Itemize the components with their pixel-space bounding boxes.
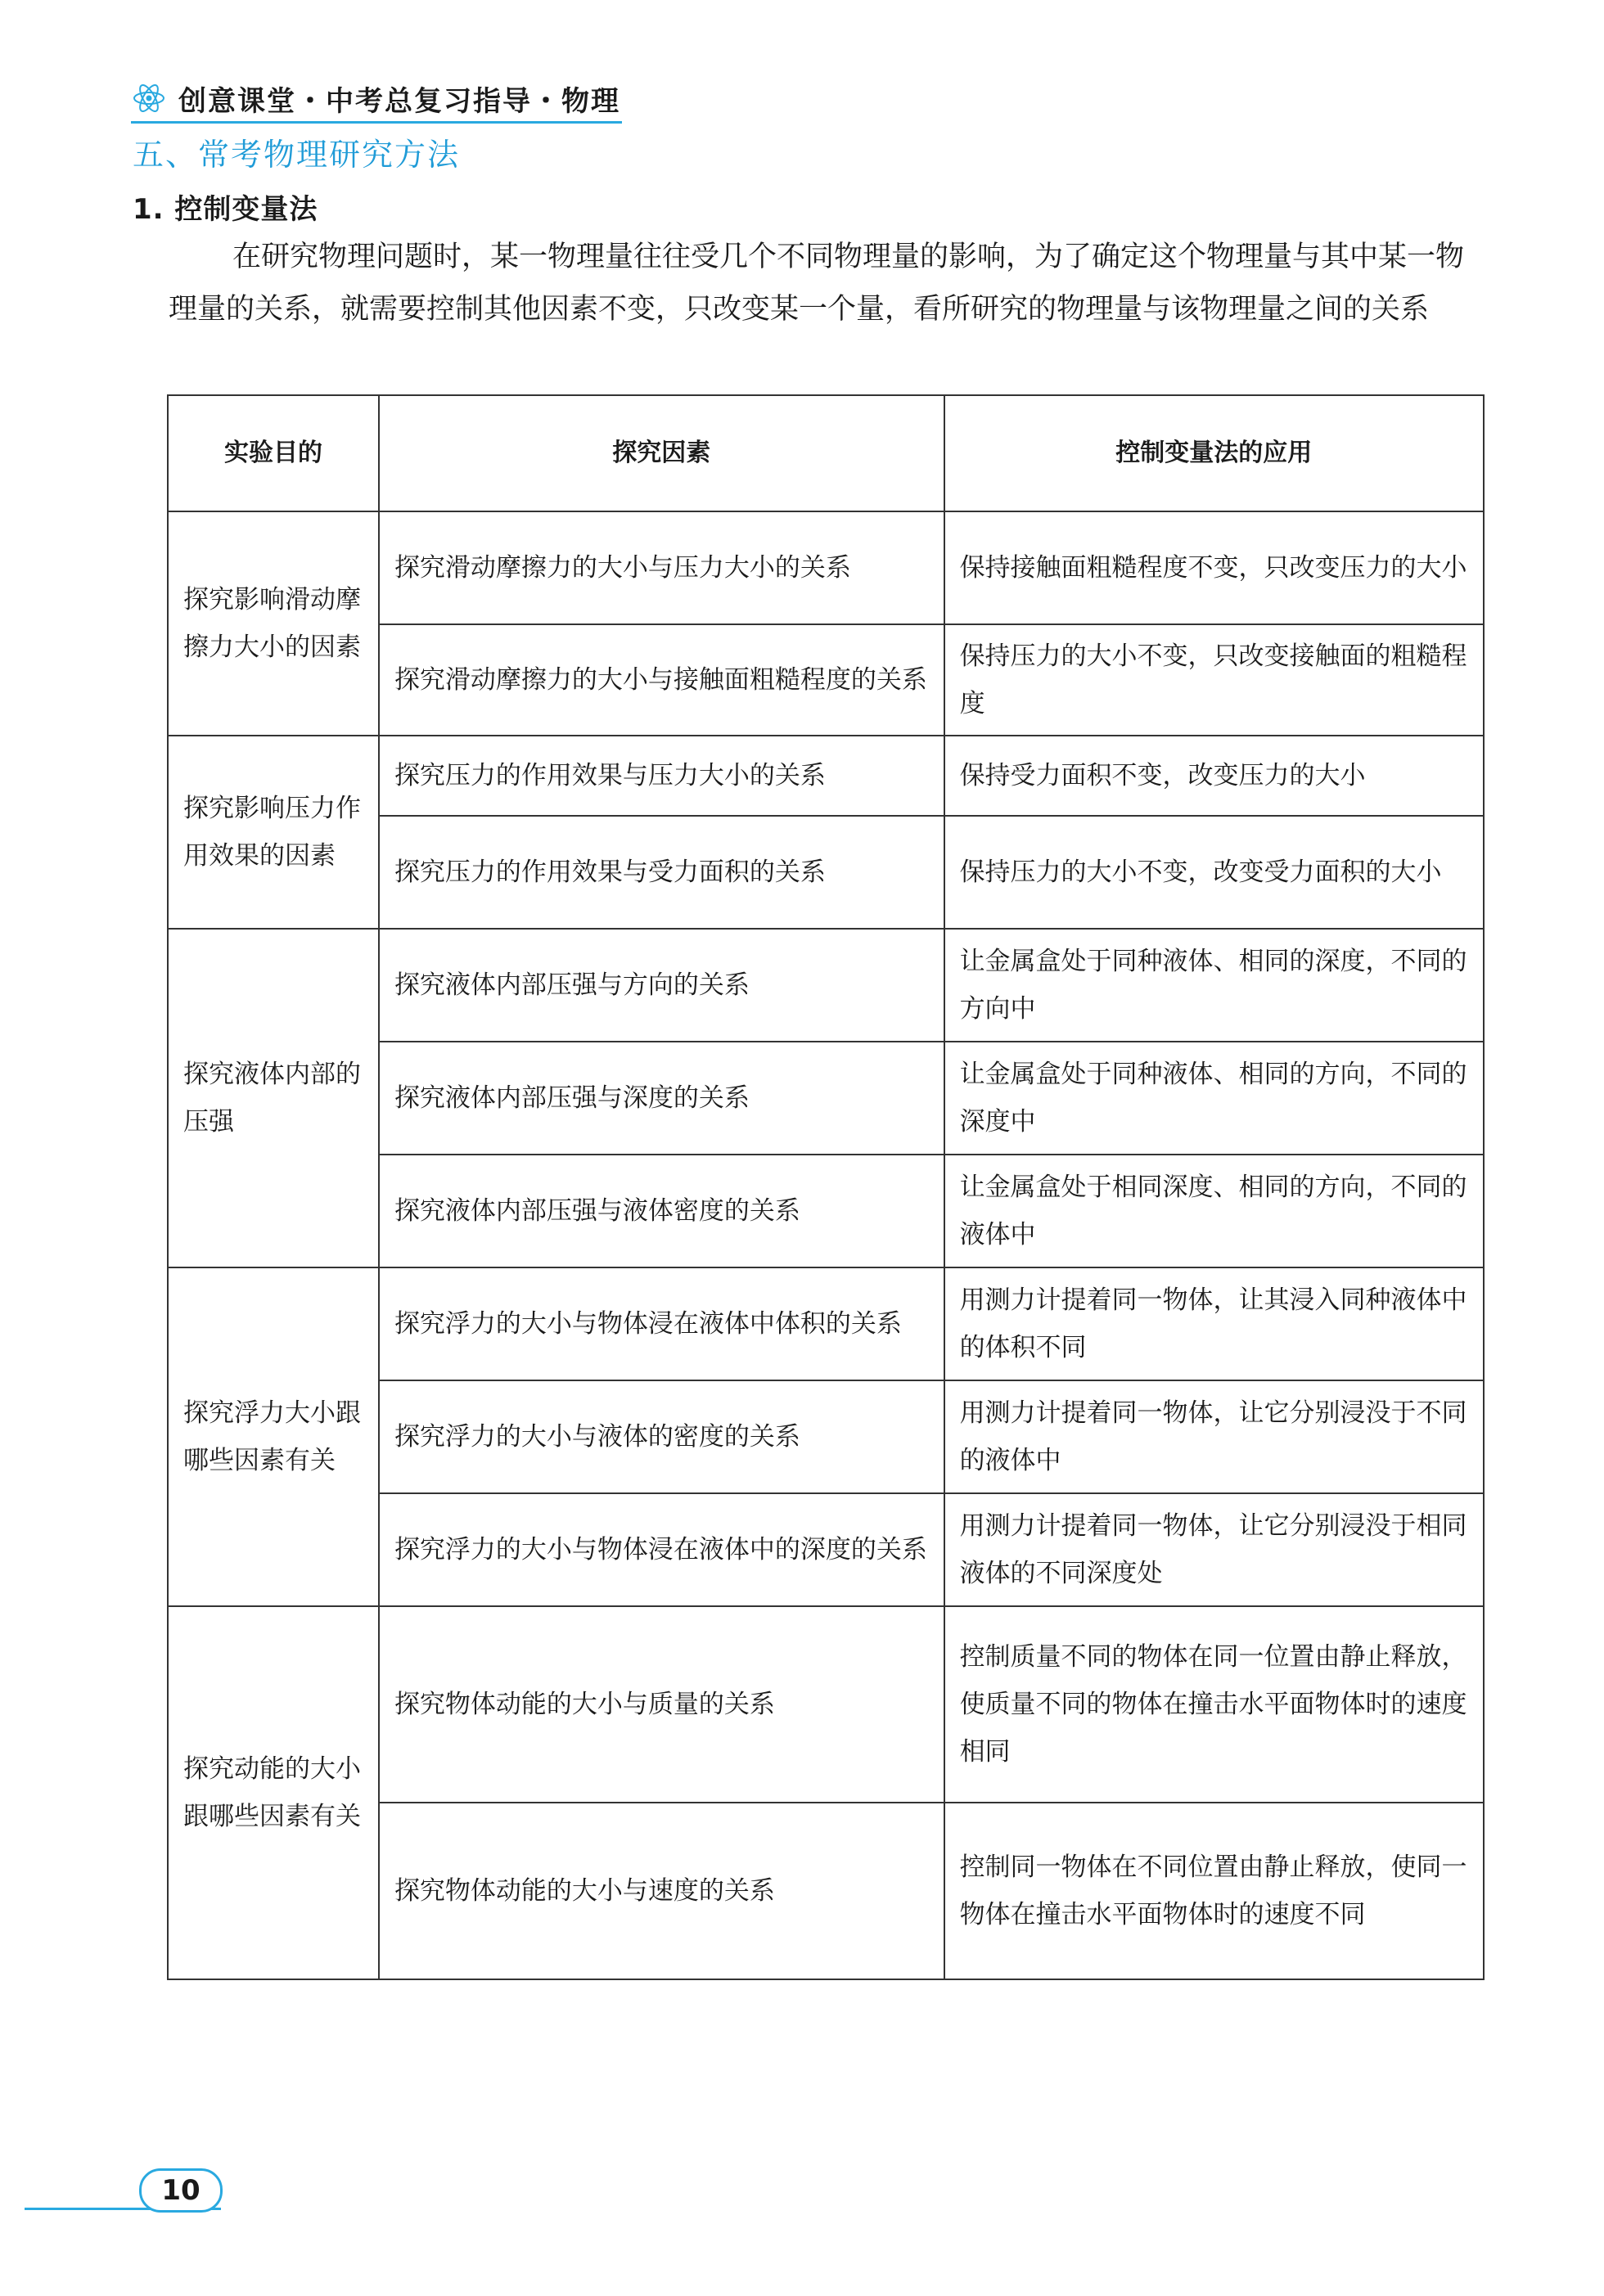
- application-cell: 控制同一物体在不同位置由静止释放，使同一物体在撞击水平面物体时的速度不同: [944, 1803, 1484, 1979]
- purpose-cell: 探究液体内部的压强: [168, 929, 379, 1267]
- purpose-cell: 探究动能的大小跟哪些因素有关: [168, 1606, 379, 1979]
- factor-cell: 探究液体内部压强与液体密度的关系: [379, 1155, 944, 1267]
- factor-cell: 探究物体动能的大小与速度的关系: [379, 1803, 944, 1979]
- factor-cell: 探究液体内部压强与深度的关系: [379, 1042, 944, 1155]
- application-cell: 用测力计提着同一物体，让它分别浸没于不同的液体中: [944, 1380, 1484, 1493]
- header-underline: [131, 121, 622, 124]
- page-header: [131, 75, 620, 121]
- header-title: 创意课堂・中考总复习指导・物理: [178, 84, 620, 118]
- application-cell: 控制质量不同的物体在同一位置由静止释放，使质量不同的物体在撞击水平面物体时的速度相同: [944, 1606, 1484, 1803]
- table-row: [168, 929, 1484, 1042]
- application-cell: 让金属盒处于同种液体、相同的方向，不同的深度中: [944, 1042, 1484, 1155]
- header-application: 控制变量法的应用: [944, 395, 1484, 511]
- factor-cell: 探究压力的作用效果与受力面积的关系: [379, 816, 944, 929]
- purpose-cell: 探究影响滑动摩擦力大小的因素: [168, 511, 379, 736]
- factor-cell: 探究浮力的大小与物体浸在液体中体积的关系: [379, 1267, 944, 1380]
- table-row: [168, 736, 1484, 816]
- section-title: 五、常考物理研究方法: [133, 137, 461, 173]
- purpose-cell: 探究浮力大小跟哪些因素有关: [168, 1267, 379, 1606]
- factor-cell: 探究滑动摩擦力的大小与接触面粗糙程度的关系: [379, 624, 944, 736]
- factor-cell: 探究浮力的大小与物体浸在液体中的深度的关系: [379, 1493, 944, 1606]
- application-cell: 让金属盒处于同种液体、相同的深度，不同的方向中: [944, 929, 1484, 1042]
- application-cell: 保持压力的大小不变，只改变接触面的粗糙程度: [944, 624, 1484, 736]
- intro-paragraph-container: [169, 231, 1481, 335]
- application-cell: 保持受力面积不变，改变压力的大小: [944, 736, 1484, 816]
- application-cell: 用测力计提着同一物体，让它分别浸没于相同液体的不同深度处: [944, 1493, 1484, 1606]
- application-cell: 让金属盒处于相同深度、相同的方向，不同的液体中: [944, 1155, 1484, 1267]
- table-row: [168, 1267, 1484, 1380]
- purpose-cell: 探究影响压力作用效果的因素: [168, 736, 379, 929]
- factor-cell: 探究液体内部压强与方向的关系: [379, 929, 944, 1042]
- factor-cell: 探究物体动能的大小与质量的关系: [379, 1606, 944, 1803]
- table-row: [168, 511, 1484, 624]
- factor-cell: 探究压力的作用效果与压力大小的关系: [379, 736, 944, 816]
- table-row: [168, 1606, 1484, 1803]
- application-cell: 保持接触面粗糙程度不变，只改变压力的大小: [944, 511, 1484, 624]
- factor-cell: 探究浮力的大小与液体的密度的关系: [379, 1380, 944, 1493]
- table-header-row: [168, 395, 1484, 511]
- header-factor: 探究因素: [379, 395, 944, 511]
- intro-paragraph: 在研究物理问题时，某一物理量往往受几个不同物理量的影响，为了确定这个物理量与其中某一物理量的关系，就需要控制其他因素不变，只改变某一个量，看所研究的物理量与该物理量之间的关系: [169, 241, 1465, 326]
- factor-cell: 探究滑动摩擦力的大小与压力大小的关系: [379, 511, 944, 624]
- application-cell: 用测力计提着同一物体，让其浸入同种液体中的体积不同: [944, 1267, 1484, 1380]
- page-number: 10: [139, 2168, 223, 2213]
- control-variable-table: [167, 394, 1485, 1980]
- page-footer: [25, 2168, 221, 2217]
- atom-icon: [131, 80, 167, 116]
- subsection-title: 1. 控制变量法: [133, 193, 318, 226]
- header-purpose: 实验目的: [168, 395, 379, 511]
- application-cell: 保持压力的大小不变，改变受力面积的大小: [944, 816, 1484, 929]
